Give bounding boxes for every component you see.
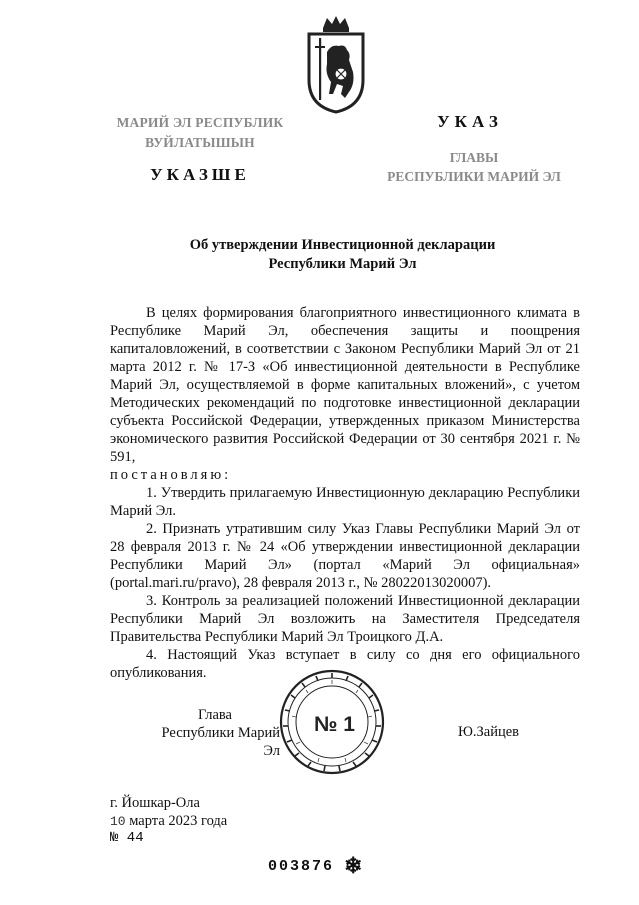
subject-line: Об утверждении Инвестиционной декларации: [189, 237, 496, 253]
header-left-line: ВУЙЛАТЫШЫН: [145, 135, 255, 150]
header-left-block: [100, 113, 300, 153]
issue-date-rest: марта 2023 года: [129, 813, 228, 829]
document-body: [110, 304, 580, 682]
preamble-paragraph: В целях формирования благоприятного инвестиционного климата в Республике Марий Эл, обеспечения защиты и поощрения капиталовложений, в соответствии с Законом Республики Марий Эл от 21 марта 2012 г. № 17-З «Об инвестиционной деятельности в Республике Марий Эл, осуществляемой в форме капитальных вложений», с учетом Методических рекомендаций по подготовке инвестиционной декларации субъекта Российской Федерации, утвержденных приказом Министерства экономического развития Российской Федерации от 30 сентября 2021 г. № 591,: [110, 305, 580, 465]
decree-word-text: постановляю:: [110, 467, 232, 483]
header-right-line: ГЛАВЫ: [449, 150, 499, 165]
decree-item: 4. Настоящий Указ вступает в силу со дня его официального опубликования.: [110, 647, 580, 681]
decree-item: 3. Контроль за реализацией положений Инвестиционной декларации Республики Марий Эл возложить на Заместителя Председателя Правительства Республики Марий Эл Троицкого Д.А.: [110, 593, 580, 645]
header-right-block: [360, 148, 588, 186]
issue-date: [110, 813, 227, 830]
issue-place: г. Йошкар-Ола: [110, 795, 200, 811]
signatory-position: [150, 706, 280, 760]
subject-line: Республики Марий Эл: [268, 256, 417, 272]
header-right-line: РЕСПУБЛИКИ МАРИЙ ЭЛ: [387, 169, 561, 184]
decree-number: № 44: [110, 830, 144, 846]
signatory-position-line: Глава: [197, 707, 232, 723]
snowflake-mark-icon: ❄: [344, 853, 363, 878]
document-subject: [100, 236, 585, 274]
signatory-name: Ю.Зайцев: [458, 724, 520, 740]
issue-date-day: 10: [110, 814, 126, 829]
decree-item: 1. Утвердить прилагаемую Инвестиционную декларацию Республики Марий Эл.: [110, 485, 580, 519]
header-left-title: УКАЗШЕ: [150, 165, 250, 184]
signatory-position-line: Республики Марий Эл: [161, 725, 280, 759]
form-serial-number: 003876: [268, 858, 335, 875]
coat-of-arms-emblem-icon: [301, 14, 371, 116]
header-right-title: УКАЗ: [437, 112, 503, 131]
seal-number: № 1: [314, 713, 355, 736]
decree-item: 2. Признать утратившим силу Указ Главы Республики Марий Эл от 28 февраля 2013 г. № 24 «Об утверждении инвестиционной декларации Республики Марий Эл» (портал «Марий Эл официальная» (portal.mari.ru/pravo), 28 февраля 2013 г., № 28022013020007).: [110, 521, 580, 591]
header-left-line: МАРИЙ ЭЛ РЕСПУБЛИК: [116, 115, 284, 130]
decree-word: [110, 466, 580, 484]
